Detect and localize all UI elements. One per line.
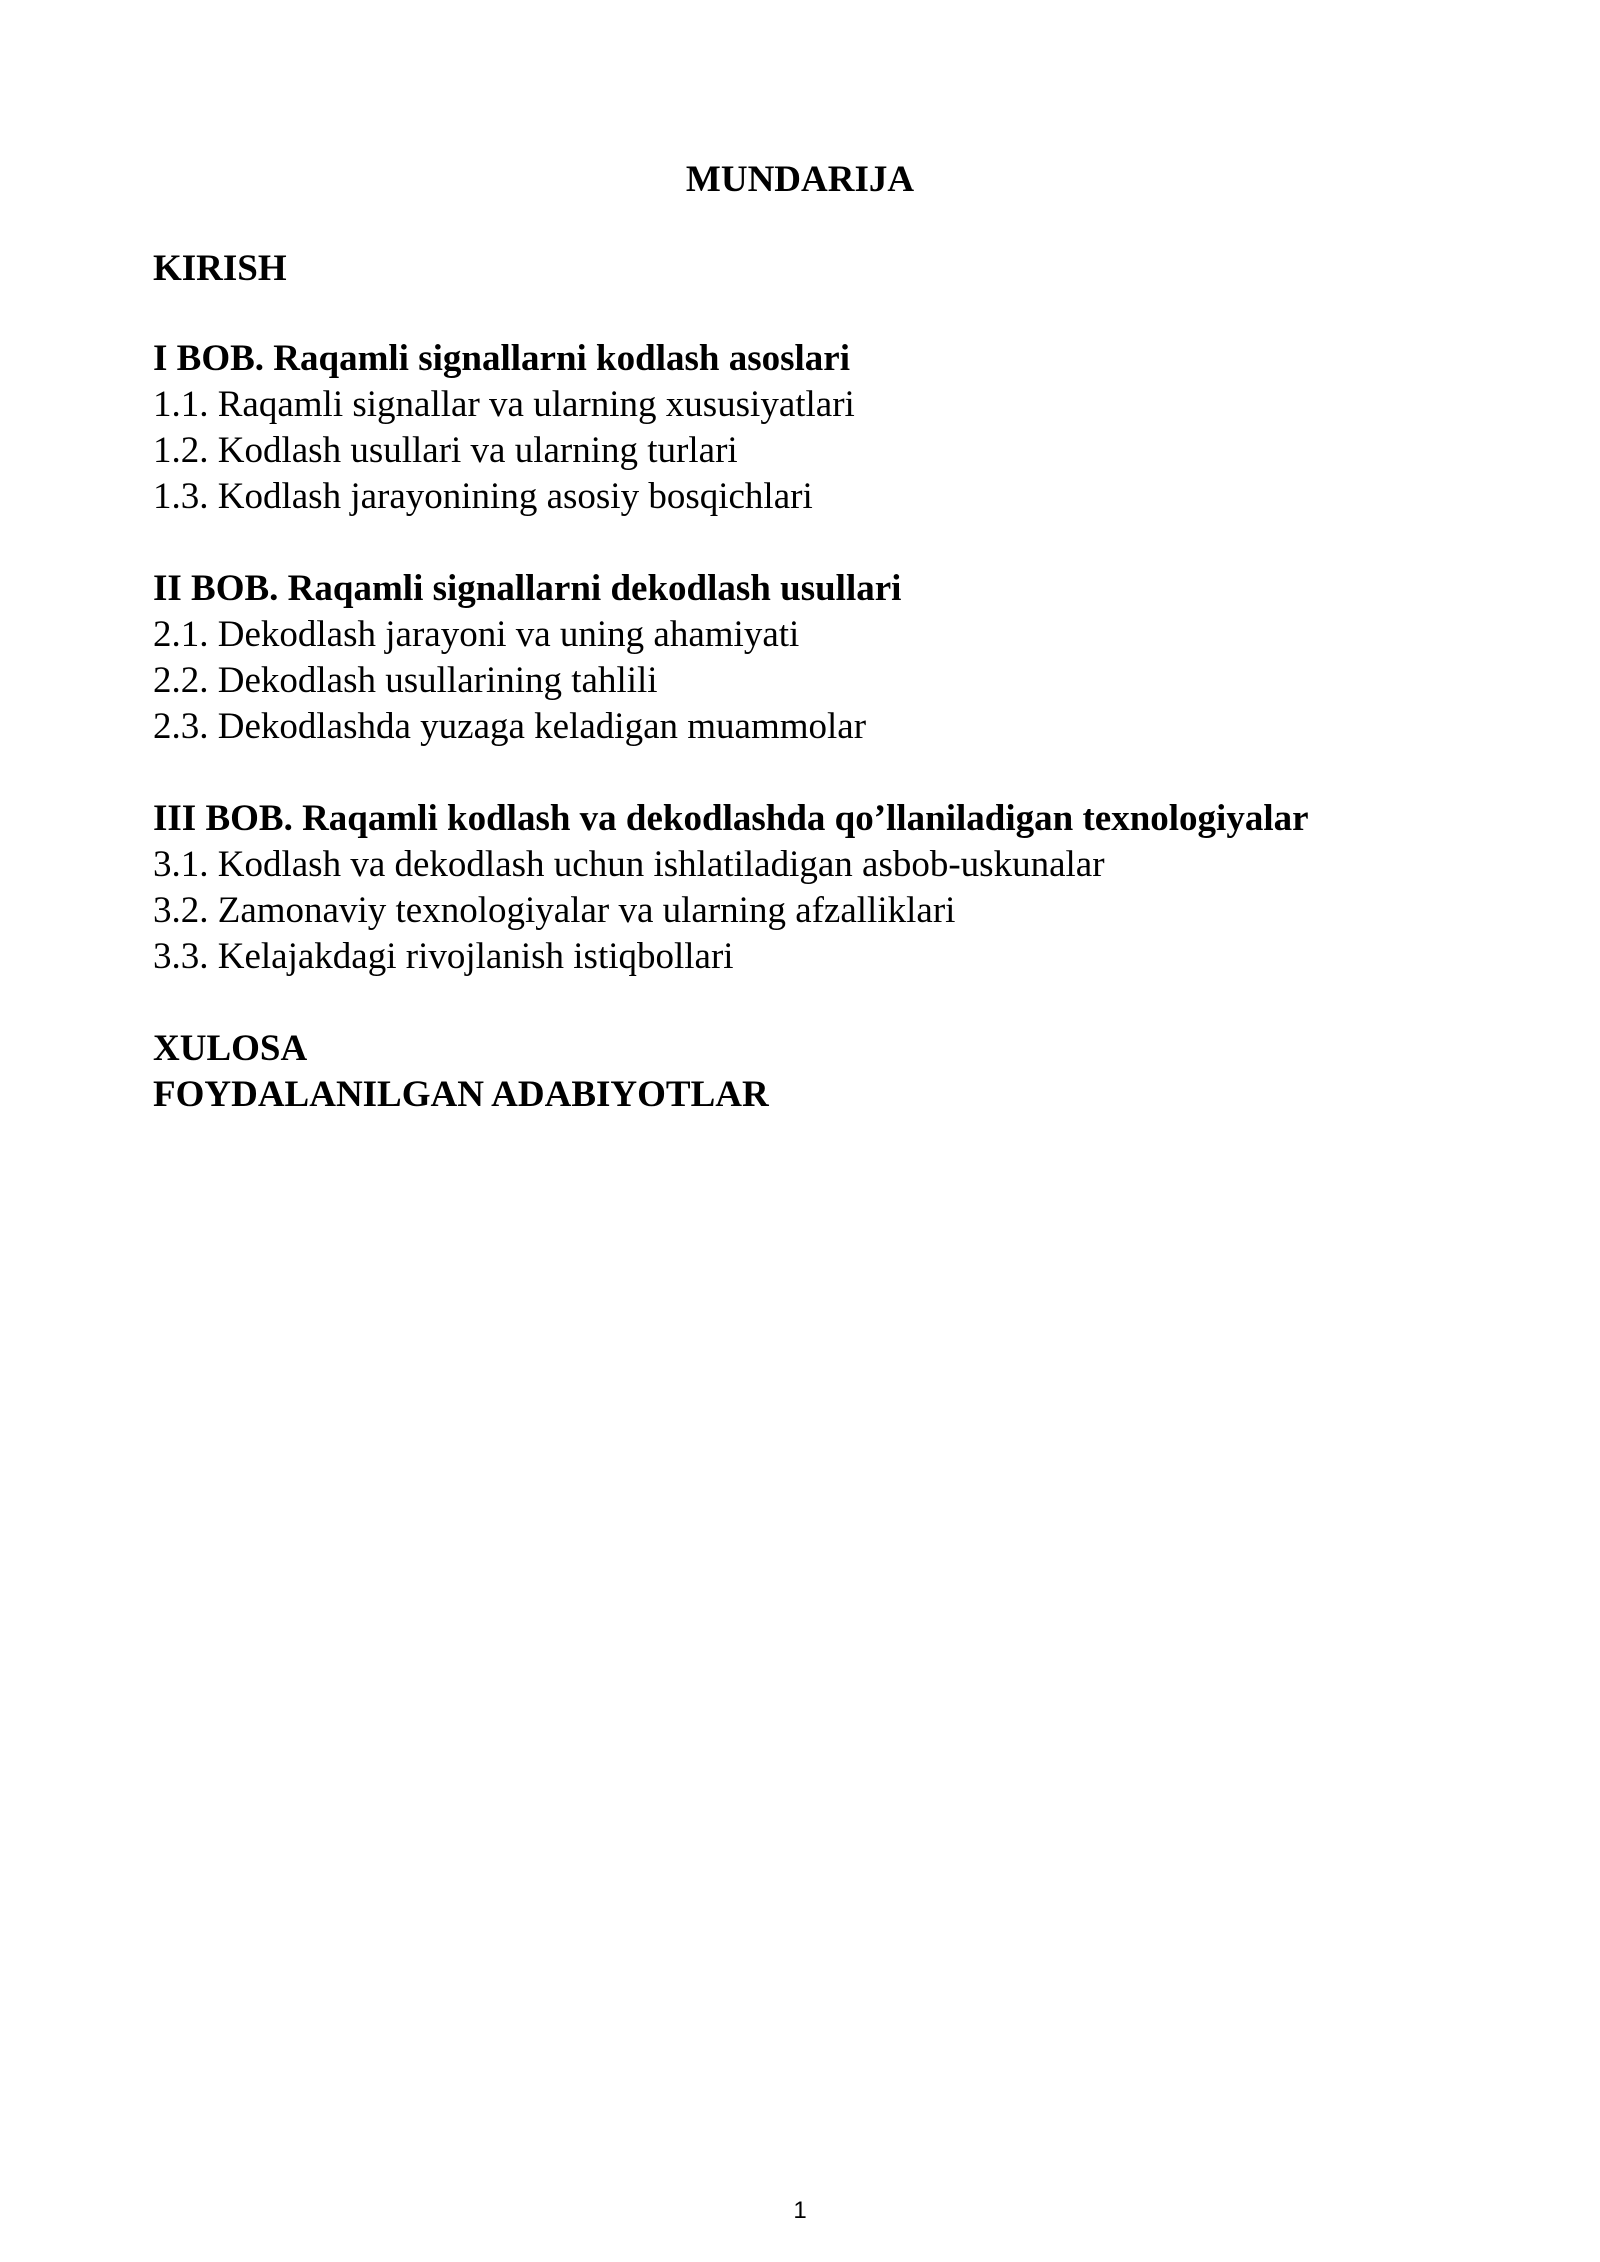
toc-chapter-3-heading: III BOB. Raqamli kodlash va dekodlashda qo’llaniladigan texnologiyalar (153, 798, 1309, 839)
toc-section-2-1: 2.1. Dekodlash jarayoni va uning ahamiyati (153, 614, 800, 655)
toc-section-2-3: 2.3. Dekodlashda yuzaga keladigan muammolar (153, 706, 867, 747)
page-title: MUNDARIJA (685, 159, 915, 200)
toc-references: FOYDALANILGAN ADABIYOTLAR (153, 1074, 769, 1115)
toc-section-1-3: 1.3. Kodlash jarayonining asosiy bosqichlari (153, 476, 813, 517)
toc-section-1-1: 1.1. Raqamli signallar va ularning xususiyatlari (153, 384, 855, 425)
toc-chapter-1-heading: I BOB. Raqamli signallarni kodlash asoslari (153, 338, 851, 379)
toc-section-2-2: 2.2. Dekodlash usullarining tahlili (153, 660, 658, 701)
toc-section-1-2: 1.2. Kodlash usullari va ularning turlari (153, 430, 738, 471)
toc-conclusion: XULOSA (153, 1028, 308, 1069)
toc-introduction: KIRISH (153, 248, 287, 289)
toc-section-3-2: 3.2. Zamonaviy texnologiyalar va ularning afzalliklari (153, 890, 956, 931)
toc-section-3-3: 3.3. Kelajakdagi rivojlanish istiqbollari (153, 936, 734, 977)
toc-section-3-1: 3.1. Kodlash va dekodlash uchun ishlatiladigan asbob-uskunalar (153, 844, 1105, 885)
toc-chapter-2-heading: II BOB. Raqamli signallarni dekodlash usullari (153, 568, 902, 609)
page-number: 1 (793, 2197, 807, 2224)
